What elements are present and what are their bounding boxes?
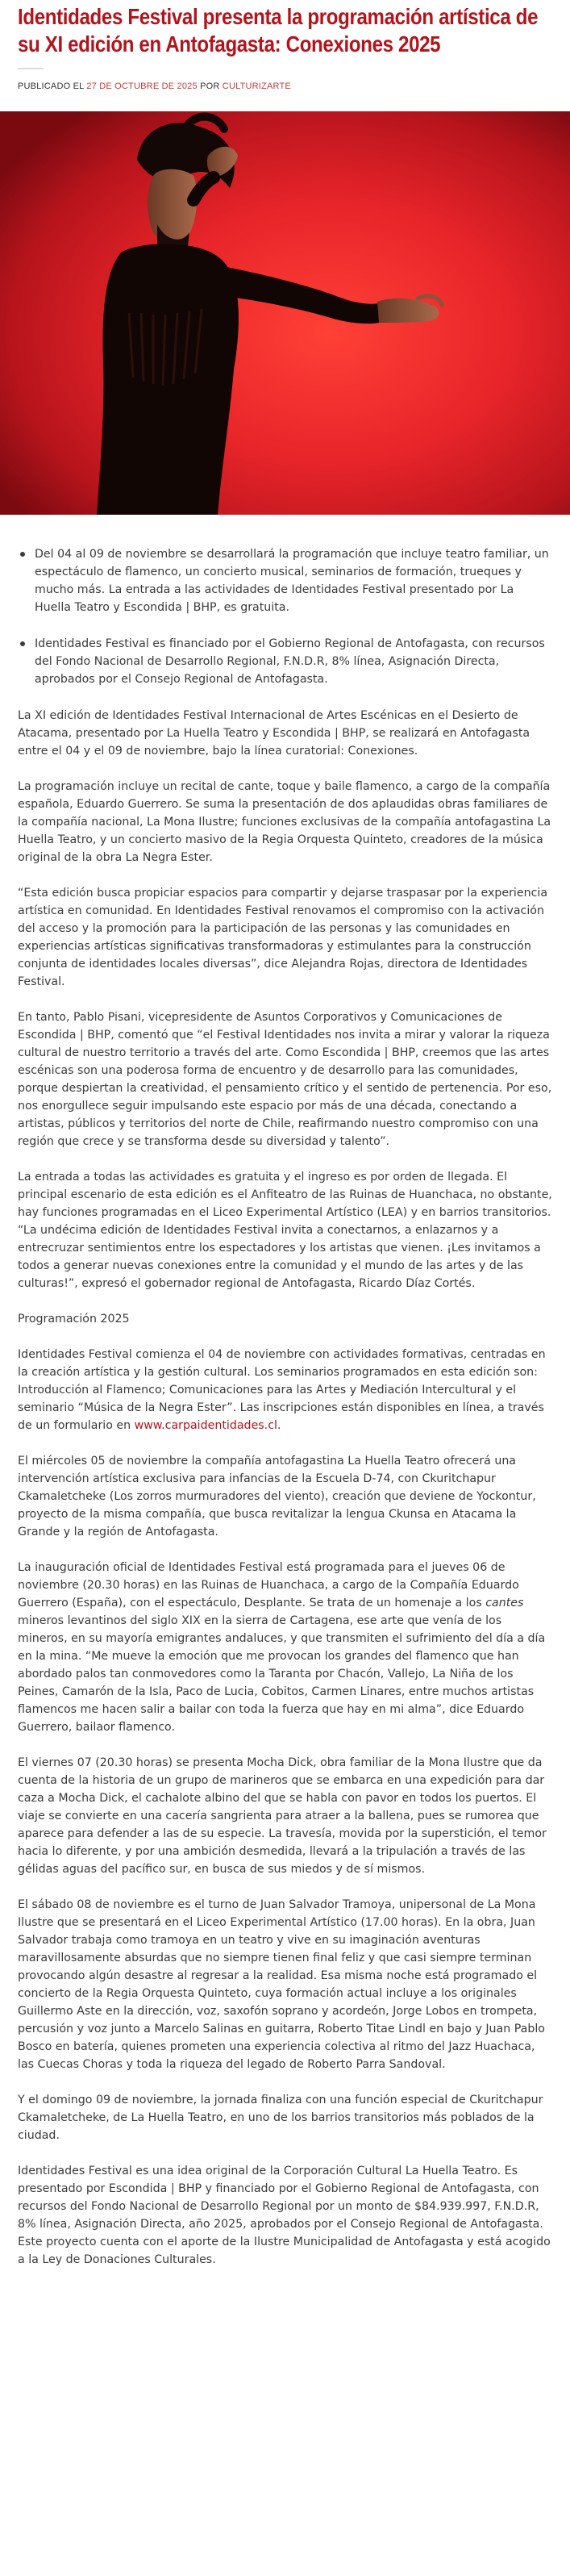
hero-image xyxy=(0,111,570,515)
paragraph-saturday: El sábado 08 de noviembre es el turno de Juan Salvador Tramoya, unipersonal de La Mona Ilustre que se presentará en el Liceo Experimental Artístico (17.00 horas). En la obra, Juan Salvador trabaja como tramoya en un teatro y vive en su imaginación aventuras maravillosamente absurdas que no siempre tienen final feliz y que casi siempre terminan provocando algún desastre al regresar a la realidad. Esa misma noche está programado el concierto de la Regia Orquesta Quinteto, cuya formación actual incluye a los originales Guillermo Aste en la dirección, voz, saxofón soprano y acordeón, Jorge Lobos en trompeta, percusión y voz junto a Marcelo Salinas en guitarra, Roberto Titae Lindl en bajo y Juan Pablo Bosco en batería, quienes prometen una experiencia colectiva al ritmo del Jazz Huachaca, las Cuecas Choras y toda la riqueza del legado de Roberto Parra Sandoval. xyxy=(18,1898,545,2071)
seminars-text: Identidades Festival comienza el 04 de noviembre con actividades formativas, centradas en la creación artística y la gestión cultural. Los seminarios programados en esta edición son: Introducción al Flamenco; Comunicaciones para las Artes y Mediación Intercultural y el seminario “Música de la Negra Ester”. Las inscripciones están disponibles en línea, a través de un formulario en xyxy=(18,1348,546,1432)
section-heading-programacion: Programación 2025 xyxy=(18,1313,130,1326)
paragraph-sunday: Y el domingo 09 de noviembre, la jornada finaliza con una función especial de Ckuritchapur Ckamaletcheke, de La Huella Teatro, en uno de los barrios transitorios más poblados de la ciudad. xyxy=(18,2094,543,2142)
author-link[interactable]: CULTURIZARTE xyxy=(222,81,291,91)
paragraph-inauguration xyxy=(18,1559,552,1736)
inauguration-text-b: mineros levantinos del siglo XIX en la sierra de Cartagena, ese arte que venía de los mineros, en su mayoría emigrantes andaluces, y que transmiten el sufrimiento del día a día en la mina. “Me mueve la emoción que me provocan los grandes del flamenco que han abordado palos tan conmovedores como la Taranta por Chacón, Vallejo, La Niña de los Peines, Camarón de la Isla, Paco de Lucia, Cobitos, Carmen Linares, entre muchos artistas flamencos me hacen salir a bailar con toda la fuerza que hay en mi alma”, dice Eduardo Guerrero, bailaor flamenco. xyxy=(18,1614,546,1734)
post-date-link[interactable]: 27 DE OCTUBRE DE 2025 xyxy=(86,81,198,91)
paragraph-funding: Identidades Festival es una idea original de la Corporación Cultural La Huella Teatro. Es presentado por Escondida | BHP y financiado por el Gobierno Regional de Antofagasta, con recursos del Fondo Nacional de Desarrollo Regional por un monto de $84.939.997, F.N.D.R, 8% línea, Asignación Directa, año 2025, aprobados por el Consejo Regional de Antofagasta. Este proyecto cuenta con el aporte de la Ilustre Municipalidad de Antofagasta y está acogido a la Ley de Donaciones Culturales. xyxy=(18,2165,551,2266)
article-title: Identidades Festival presenta la programación artística de su XI edición en Antofagasta: Conexiones 2025 xyxy=(18,4,539,56)
published-label: PUBLICADO EL xyxy=(18,81,85,91)
seminars-end: . xyxy=(277,1419,281,1432)
inauguration-text-a: La inauguración oficial de Identidades Festival está programada para el jueves 06 de noviembre (20.30 horas) en las Ruinas de Huanchaca, a cargo de la Compañía Eduardo Guerrero (España), con el espectáculo, Desplante. Se trata de un homenaje a los xyxy=(18,1561,519,1609)
by-label: POR xyxy=(200,81,220,91)
paragraph-bhp-quote: En tanto, Pablo Pisani, vicepresidente de Asuntos Corporativos y Comunicaciones de Escondida | BHP, comentó que “el Festival Identidades nos invita a mirar y valorar la riqueza cultural de nuestro territorio a través del arte. Como Escondida | BHP, creemos que las artes escénicas son una poderosa forma de encuentro y de desarrollo para las comunidades, porque despiertan la creatividad, el pensamiento crítico y el sentido de pertenencia. Por eso, nos enorgullece seguir impulsando este espacio por más de una década, conectando a artistas, públicos y territorios del norte de Chile, reafirmando nuestro compromiso con una región que crece y se transforma desde su diversidad y talento”. xyxy=(18,1011,552,1148)
post-meta xyxy=(18,81,552,92)
article-header xyxy=(0,0,570,92)
paragraph-wednesday: El miércoles 05 de noviembre la compañía antofagastina La Huella Teatro ofrecerá una intervención artística exclusiva para infancias de la Escuela D-74, con Ckuritchapur Ckamaletcheke (Los zorros murmuradores del viento), creación que deviene de Yockontur, proyecto de la misma compañía, que busca revitalizar la lengua Ckunsa en Atacama la Grande y la región de Antofagasta. xyxy=(18,1455,536,1539)
highlight-item: Identidades Festival es financiado por el Gobierno Regional de Antofagasta, con recursos del Fondo Nacional de Desarrollo Regional, F.N.D.R, 8% línea, Asignación Directa, aprobados por el Consejo Regional de Antofagasta. xyxy=(18,635,552,688)
title-divider xyxy=(18,68,44,69)
paragraph-seminars xyxy=(18,1346,552,1434)
paragraph-friday: El viernes 07 (20.30 horas) se presenta Mocha Dick, obra familiar de la Mona Ilustre que da cuenta de la historia de un grupo de marineros que se embarca en una expedición para dar caza a Mocha Dick, el cachalote albino del que se habla con pavor en todos los puertos. El viaje se convierte en una cacería sangrienta para atraer a la ballena, pues se rumorea que aparece para defender a las de su especie. La travesía, movida por la superstición, el temor hacia lo diferente, y por una ambición desmedida, llevará a la tripulación a través de las gélidas aguas del pacífico sur, en busca de sus miedos y de sí mismos. xyxy=(18,1756,547,1876)
carpaidentidades-link[interactable]: www.carpaidentidades.cl xyxy=(134,1419,277,1432)
article-body xyxy=(0,515,570,2269)
highlights-list xyxy=(18,545,552,688)
paragraph-intro: La XI edición de Identidades Festival Internacional de Artes Escénicas en el Desierto de Atacama, presentado por La Huella Teatro y Escondida | BHP, se realizará en Antofagasta entre el 04 y el 09 de noviembre, bajo la línea curatorial: Conexiones. xyxy=(18,709,530,758)
paragraph-program: La programación incluye un recital de cante, toque y baile flamenco, a cargo de la compañía española, Eduardo Guerrero. Se suma la presentación de dos aplaudidas obras familiares de la compañía nacional, La Mona Ilustre; funciones exclusivas de la compañía antofagastina La Huella Teatro, y un concierto masivo de la Regia Orquesta Quinteto, creadores de la música original de la obra La Negra Ester. xyxy=(18,780,551,864)
paragraph-governor-quote: La entrada a todas las actividades es gratuita y el ingreso es por orden de llegada. El principal escenario de esta edición es el Anfiteatro de las Ruinas de Huanchaca, no obstante, hay funciones programadas en el Liceo Experimental Artístico (LEA) y en barrios transitorios. “La undécima edición de Identidades Festival invita a conectarnos, a enlazarnos y a entrecruzar sentimientos entre los espectadores y los artistas que vienen. ¡Les invitamos a todos a generar nuevas conexiones entre la comunidad y el mundo de las artes y de las culturas!”, expresó el gobernador regional de Antofagasta, Ricardo Díaz Cortés. xyxy=(18,1171,552,1290)
highlight-item: Del 04 al 09 de noviembre se desarrollará la programación que incluye teatro familiar, un espectáculo de flamenco, un concierto musical, seminarios de formación, trueques y mucho más. La entrada a las actividades de Identidades Festival presentado por La Huella Teatro y Escondida | BHP, es gratuita. xyxy=(18,545,552,616)
paragraph-director-quote: “Esta edición busca propiciar espacios para compartir y dejarse traspasar por la experiencia artística en comunidad. En Identidades Festival renovamos el compromiso con la activación del acceso y la promoción para la participación de las personas y las comunidades en experiencias artísticas significativas transformadoras y estimulantes para la construcción conjunta de identidades locales diversas”, dice Alejandra Rojas, directora de Identidades Festival. xyxy=(18,887,548,988)
cantes-emphasis: cantes xyxy=(485,1597,524,1609)
